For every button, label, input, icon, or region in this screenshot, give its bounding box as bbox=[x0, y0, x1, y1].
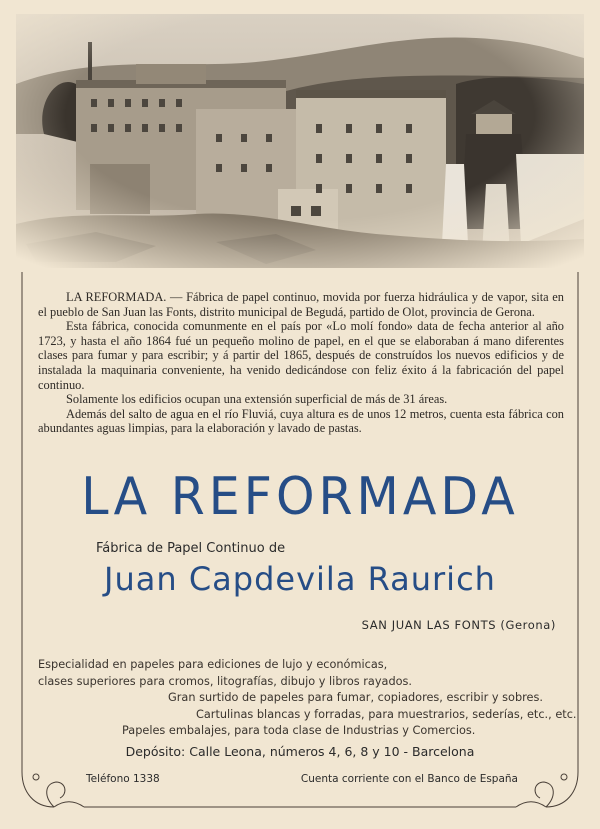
location: SAN JUAN LAS FONTS (Gerona) bbox=[361, 618, 556, 632]
phone-number: Teléfono 1338 bbox=[86, 773, 160, 785]
headline-title: LA REFORMADA bbox=[81, 466, 519, 527]
intro-paragraph-1: LA REFORMADA. — Fábrica de papel continuo, movida por fuerza hidráulica y de vapor, sita en el pueblo de San Juan las Fonts, distrito municipal de Begudá, partido de Olot, provincia de Gerona. bbox=[38, 290, 564, 319]
bank-account: Cuenta corriente con el Banco de España bbox=[300, 773, 518, 785]
owner-name: Juan Capdevila Raurich bbox=[104, 560, 496, 598]
specialty-line-2: clases superiores para cromos, litografías, dibujo y libros rayados. bbox=[38, 674, 413, 688]
specialty-list bbox=[38, 657, 577, 740]
specialty-line-1: Especialidad en papeles para ediciones de lujo y económicas, bbox=[38, 658, 388, 671]
intro-text bbox=[38, 290, 564, 436]
specialty-line-4: Cartulinas blancas y forradas, para muestrarios, sederías, etc., etc. bbox=[196, 707, 577, 721]
factory-photo bbox=[16, 14, 584, 268]
specialty-line-5: Papeles embalajes, para toda clase de Industrias y Comercios. bbox=[122, 724, 476, 737]
intro-paragraph-3: Solamente los edificios ocupan una extensión superficial de más de 31 áreas. bbox=[66, 392, 448, 407]
intro-paragraph-2: Esta fábrica, conocida comunmente en el país por «Lo molí fondo» data de fecha anterior al año 1723, y hasta el año 1864 fué un pequeño molino de papel, en el que se elaboraban á mano diferentes clases para fumar y para escribir; y á partir del 1865, después de construídos los nuevos edificios y de instalada la maquinaria conveniente, ha venido dedicándose con feliz éxito á la fabricación del papel continuo. bbox=[38, 319, 564, 392]
specialty-line-3: Gran surtido de papeles para fumar, copiadores, escribir y sobres. bbox=[168, 691, 543, 704]
deposit-address: Depósito: Calle Leona, números 4, 6, 8 y 10 - Barcelona bbox=[125, 744, 475, 759]
subtitle: Fábrica de Papel Continuo de bbox=[96, 541, 286, 556]
intro-paragraph-4: Además del salto de agua en el río Fluviá, cuya altura es de unos 12 metros, cuenta esta fábrica con abundantes aguas limpias, para la elaboración y lavado de pastas. bbox=[38, 406, 564, 436]
